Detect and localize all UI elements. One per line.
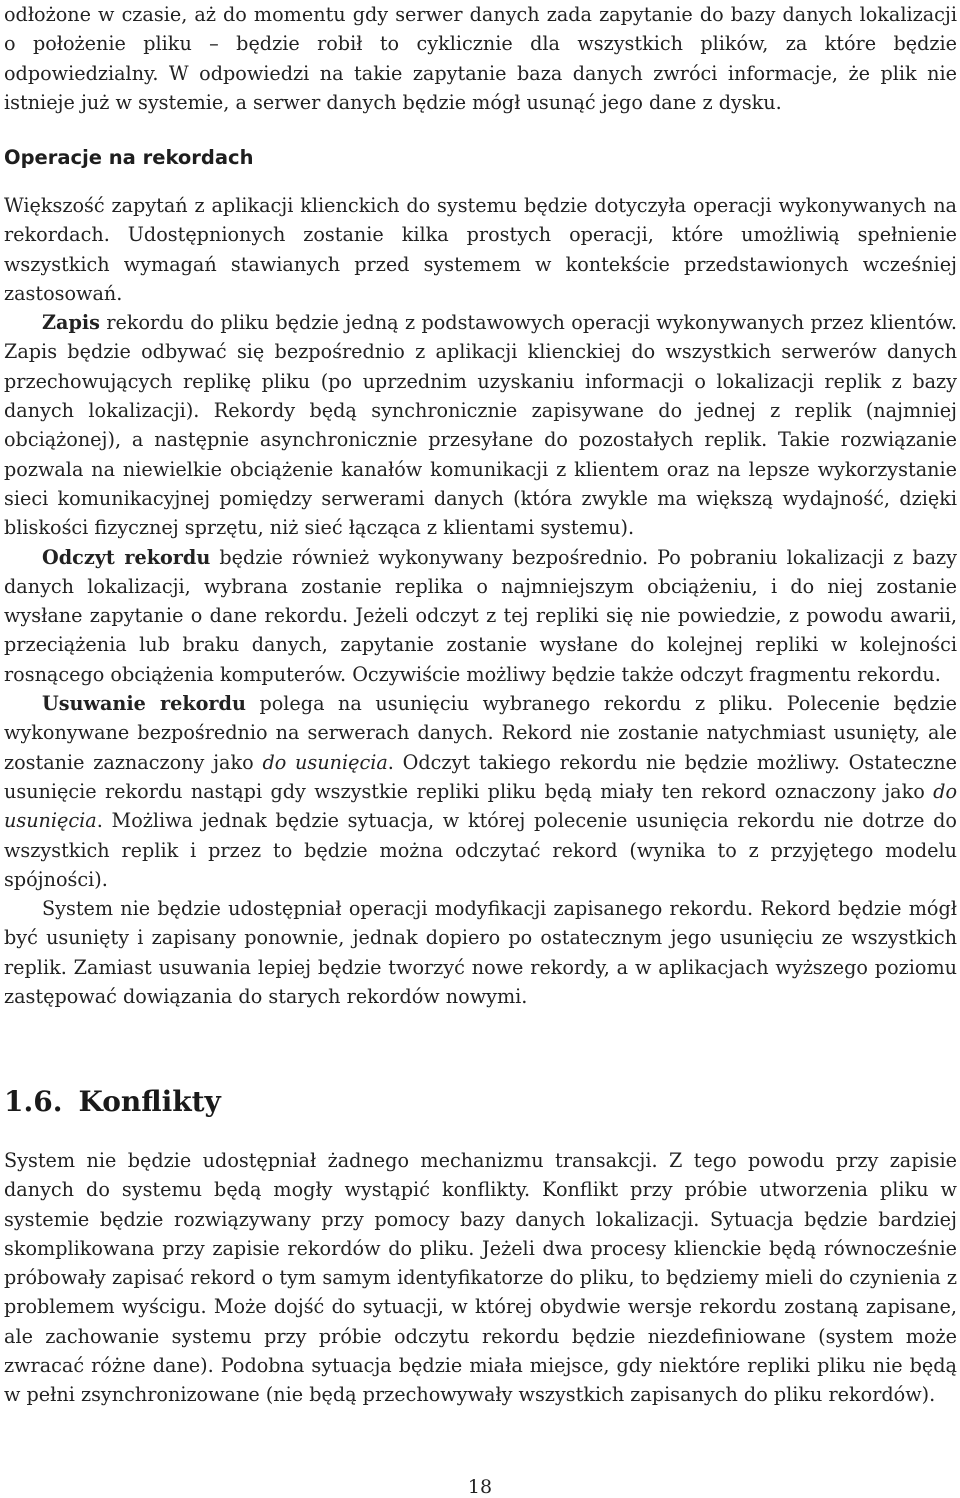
delete-text-a: polega na usunięciu wybranego rekordu z pliku. Polecenie będzie wykonywane bezpośrednio na serwerach danych. Rekord nie zostanie natychmiast usunięty, ale zostanie zaznaczony jako [4,692,957,774]
delete-paragraph [4,689,957,894]
subsection-heading: Operacje na rekordach [4,146,254,169]
write-text: rekordu do pliku będzie jedną z podstawowych operacji wykonywanych przez klientów. Zapis będzie odbywać się bezpośrednio z aplikacji klienckiej do wszystkich serwerów danych przechowujących replikę pliku (po uprzednim uzyskaniu informacji o lokalizacji replik z bazy danych lokalizacji). Rekordy będą synchronicznie zapisywane do jednej z replik (najmniej obciążonej), a następnie asynchronicznie przesyłane do pozostałych replik. Takie rozwiązanie pozwala na niewielkie obciążenie kanałów komunikacji z klientem oraz na lepsze wykorzystanie sieci komunikacyjnej pomiędzy serwerami danych (która zwykle ma większą wydajność, dzięki bliskości fizycznej sprzętu, niż sieć łącząca z klientami systemu). [4,311,957,540]
operations-intro-paragraph: Większość zapytań z aplikacji klienckich do systemu będzie dotyczyła operacji wykonywanych na rekordach. Udostępnionych zostanie kilka prostych operacji, które umożliwią spełnienie wszystkich wymagań stawianych przed systemem w kontekście przedstawionych wcześniej zastosowań. [4,194,957,305]
section-heading [4,1085,221,1118]
read-text: będzie również wykonywany bezpośrednio. Po pobraniu lokalizacji z bazy danych lokalizacji, wybrana zostanie replika o najmniejszym obciążeniu, i do niej zostanie wysłane zapytanie o dane rekordu. Jeżeli odczyt z tej repliki się nie powiedzie, z powodu awarii, przeciążenia lub braku danych, zapytanie zostanie wysłane do kolejnej repliki w kolejności rosnącego obciążenia komputerów. Oczywiście możliwy będzie także odczyt fragmentu rekordu. [4,545,958,686]
delete-text-c: . Możliwa jednak będzie sytuacja, w której polecenie usunięcia rekordu nie dotrze do wszystkich replik i przez to będzie można odczytać rekord (wynika to z przyjętego modelu spójności). [4,809,957,891]
delete-text-b: . Odczyt takiego rekordu nie będzie możliwy. Ostateczne usunięcie rekordu nastąpi gdy wszystkie repliki pliku będą miały ten rekord oznaczony jako [4,750,957,803]
read-term: Odczyt rekordu [42,545,211,569]
conflicts-paragraph: System nie będzie udostępniał żadnego mechanizmu transakcji. Z tego powodu przy zapisie danych do systemu będą mogły wystąpić konflikty. Konflikt przy próbie utworzenia pliku w systemie będzie rozwiązywany przy pomocy bazy danych lokalizacji. Sytuacja będzie bardziej skomplikowana przy zapisie rekordów do pliku. Jeżeli dwa procesy klienckie będą równocześnie próbowały zapisać rekord o tym samym identyfikatorze do pliku, to będziemy mieli do czynienia z problemem wyścigu. Może dojść do sytuacji, w której obydwie wersje rekordu zostaną zapisane, ale zachowanie systemu przy próbie odczytu rekordu będzie niezdefiniowane (system może zwracać różne dane). Podobna sytuacja będzie miała miejsce, gdy niektóre repliki pliku nie będą w pełni zsynchronizowane (nie będą przechowywały wszystkich zapisanych do pliku rekordów). [4,1149,957,1407]
delete-emphasis-a: do usunięcia [262,750,388,774]
section-title: Konflikty [78,1085,221,1118]
page-number: 18 [467,1476,493,1498]
write-term: Zapis [42,311,100,335]
delete-emphasis-b: do usunięcia [4,779,957,833]
modify-paragraph: System nie będzie udostępniał operacji modyfikacji zapisanego rekordu. Rekord będzie mógł być usunięty i zapisany ponownie, jednak dopiero po ostatecznym jego usunięciu ze wszystkich replik. Zamiast usuwania lepiej będzie tworzyć nowe rekordy, a w aplikacjach wyższego poziomu zastępować dowiązania do starych rekordów nowymi. [4,897,957,1009]
write-paragraph [4,308,957,542]
read-paragraph [4,543,957,689]
section-number: 1.6. [4,1085,63,1118]
subsection-body [4,191,957,1011]
intro-paragraph: odłożone w czasie, aż do momentu gdy serwer danych zada zapytanie do bazy danych lokalizacji o położenie pliku – będzie robił to cyklicznie dla wszystkich plików, za które będzie odpowiedzialny. W odpowiedzi na takie zapytanie baza danych zwróci informacje, że plik nie istnieje już w systemie, a serwer danych będzie mógł usunąć jego dane z dysku. [4,3,957,114]
delete-term: Usuwanie rekordu [42,692,246,716]
